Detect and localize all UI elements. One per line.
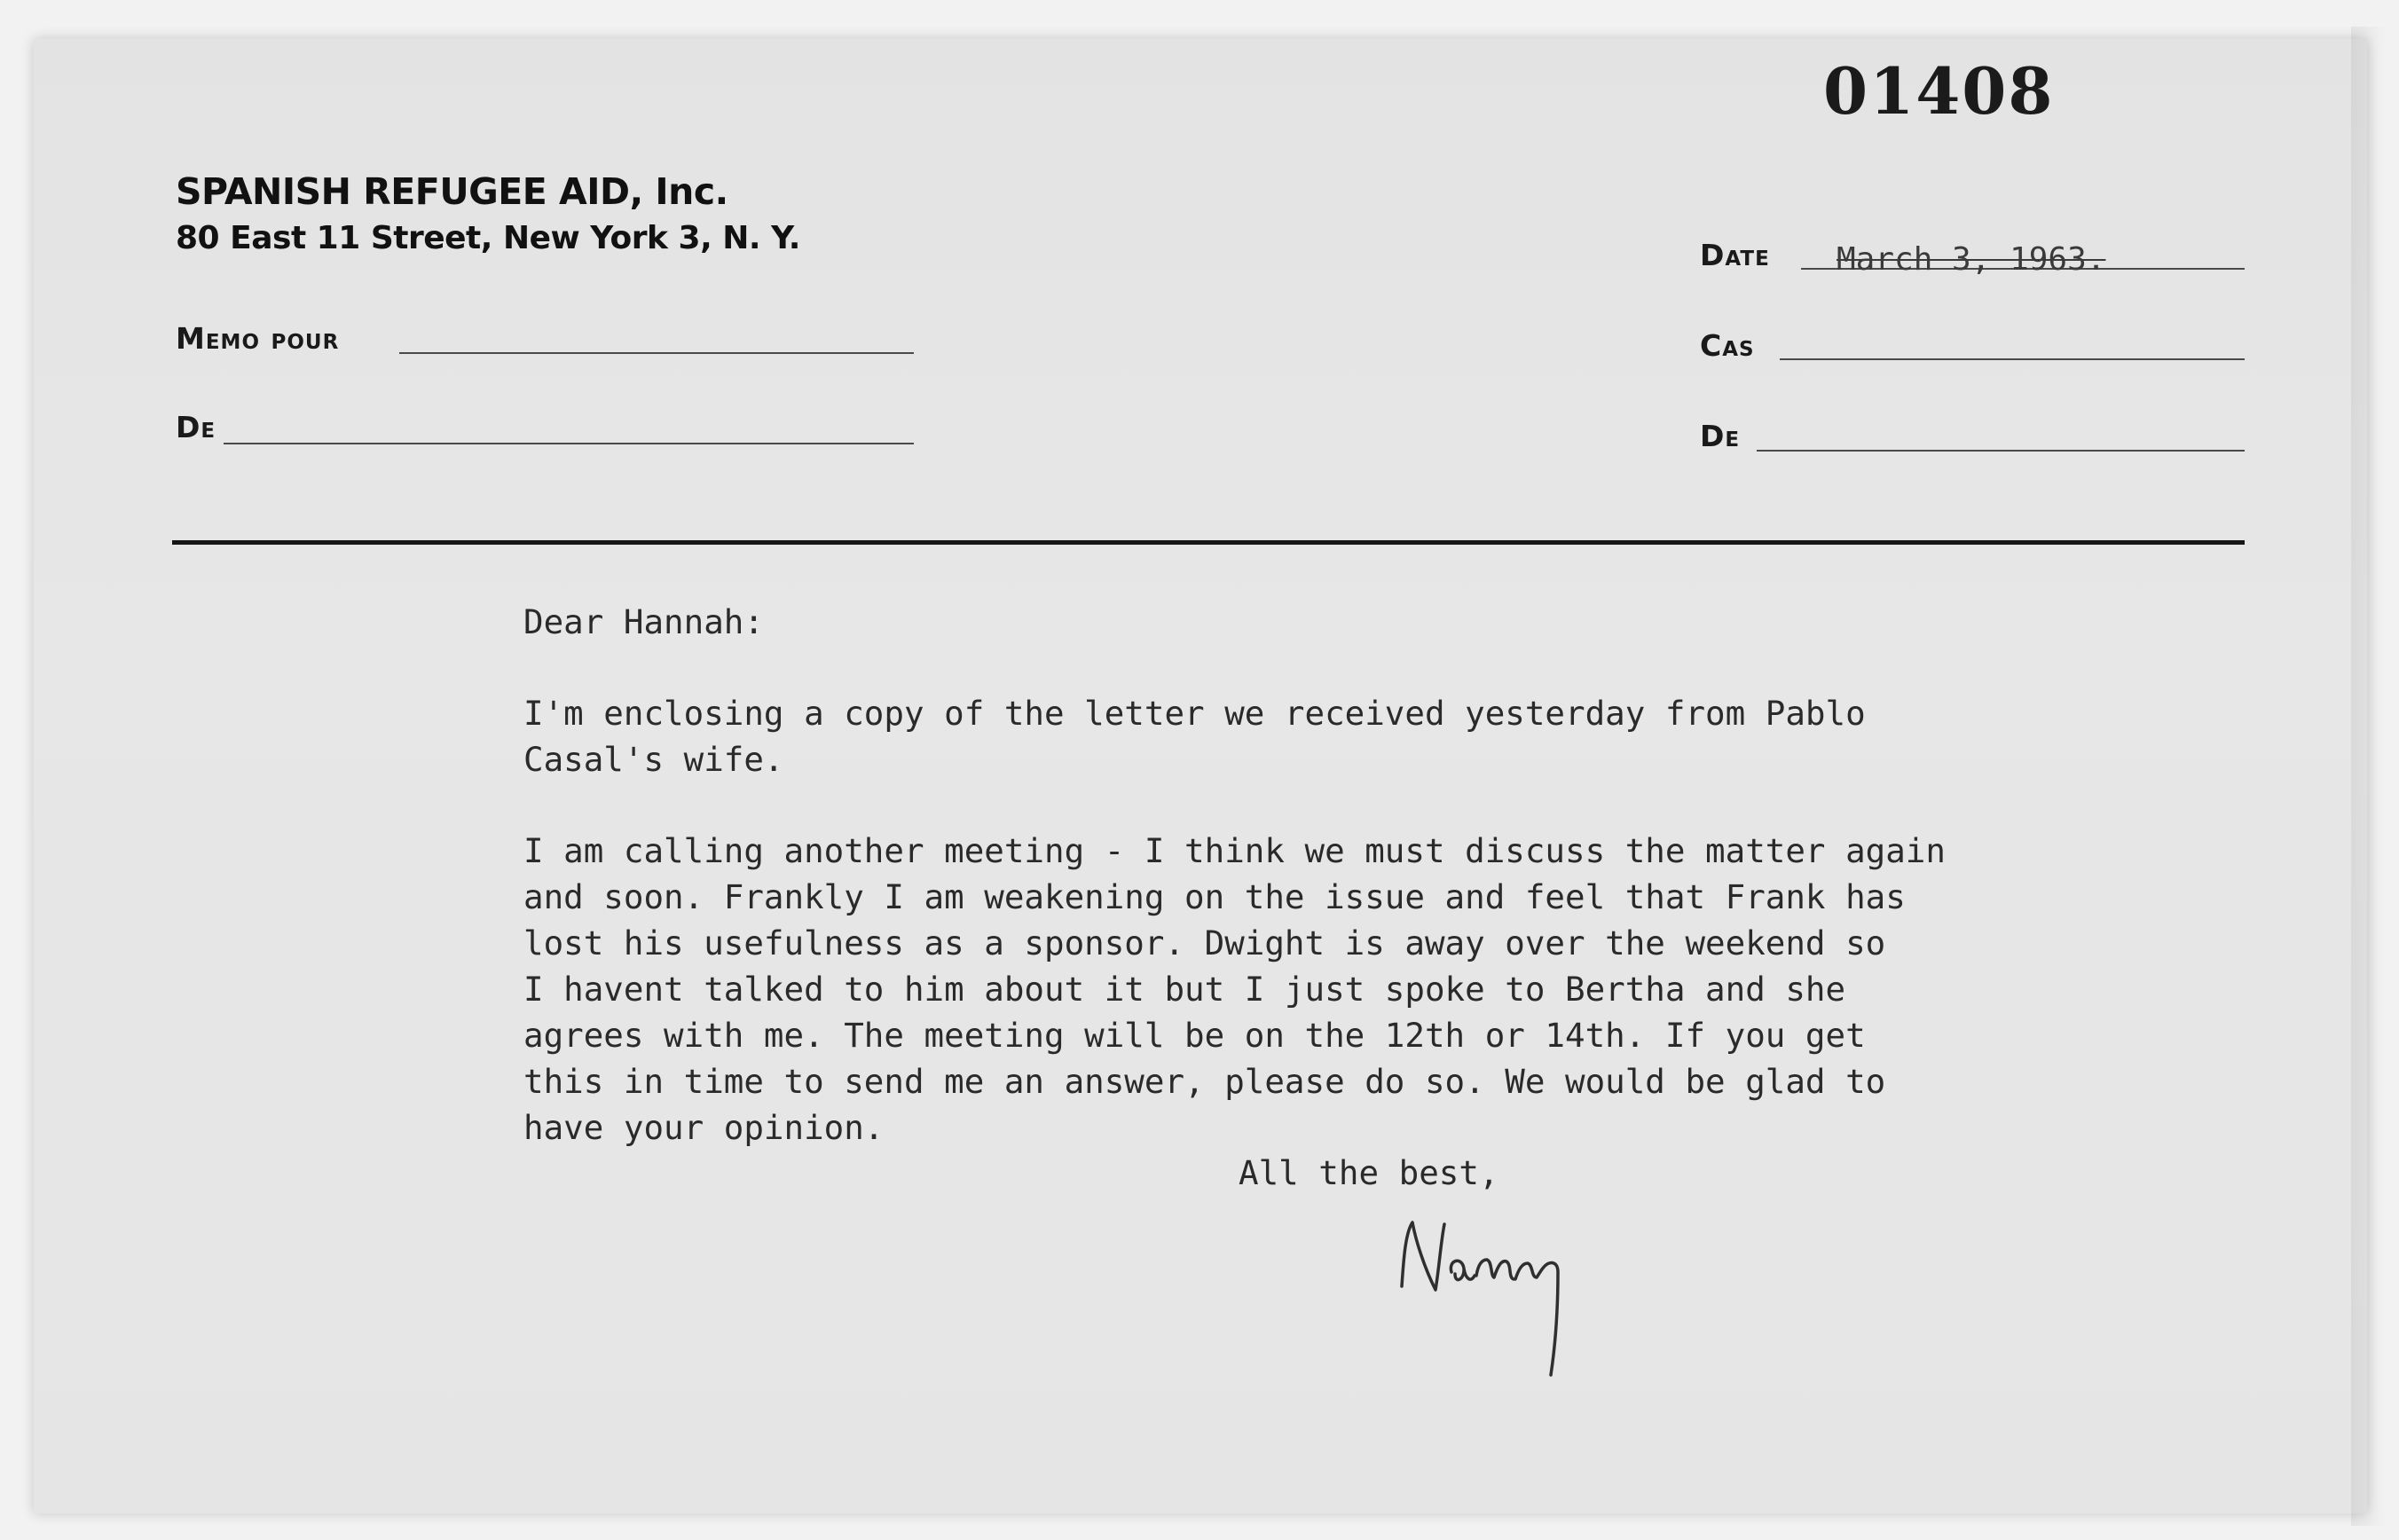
memo-pour-label: Memo pour: [176, 321, 340, 356]
cas-label: Cas: [1700, 328, 1755, 363]
handwritten-signature: [1393, 1198, 1624, 1384]
de-left-label: De: [176, 410, 216, 444]
letter-paragraph-2: I am calling another meeting - I think we must discuss the matter again and soon. Frankly I am weakening on the issue and feel that Frank has lost his usefulness as a sponsor. Dwight is away over the weekend so I havent talked to him about it but I just spoke to Bertha and she agrees with me. The meeting will be on the 12th or 14th. If you get this in time to send me an answer, please do so. We would be glad to have your opinion.: [523, 831, 1946, 1147]
letter-closing: All the best,: [1239, 1153, 1499, 1192]
letterhead-address: 80 East 11 Street, New York 3, N. Y.: [176, 220, 800, 256]
document-number: 01408: [1823, 53, 2055, 129]
cas-line: [1780, 358, 2245, 360]
letter-body: [523, 599, 2209, 1196]
date-value: March 3, 1963.: [1837, 241, 2106, 278]
memo-pour-line: [399, 352, 914, 354]
header-divider: [172, 540, 2245, 545]
date-label: Date: [1700, 238, 1770, 272]
letter-paragraph-1: I'm enclosing a copy of the letter we received yesterday from Pablo Casal's wife.: [523, 694, 1866, 779]
de-right-line: [1757, 450, 2245, 452]
letter-salutation: Dear Hannah:: [523, 602, 764, 641]
de-left-line: [224, 443, 914, 444]
letterhead-organization: SPANISH REFUGEE AID, Inc.: [176, 170, 728, 213]
sheet-edge-shadow: [2351, 27, 2387, 1526]
de-right-label: De: [1700, 419, 1741, 453]
